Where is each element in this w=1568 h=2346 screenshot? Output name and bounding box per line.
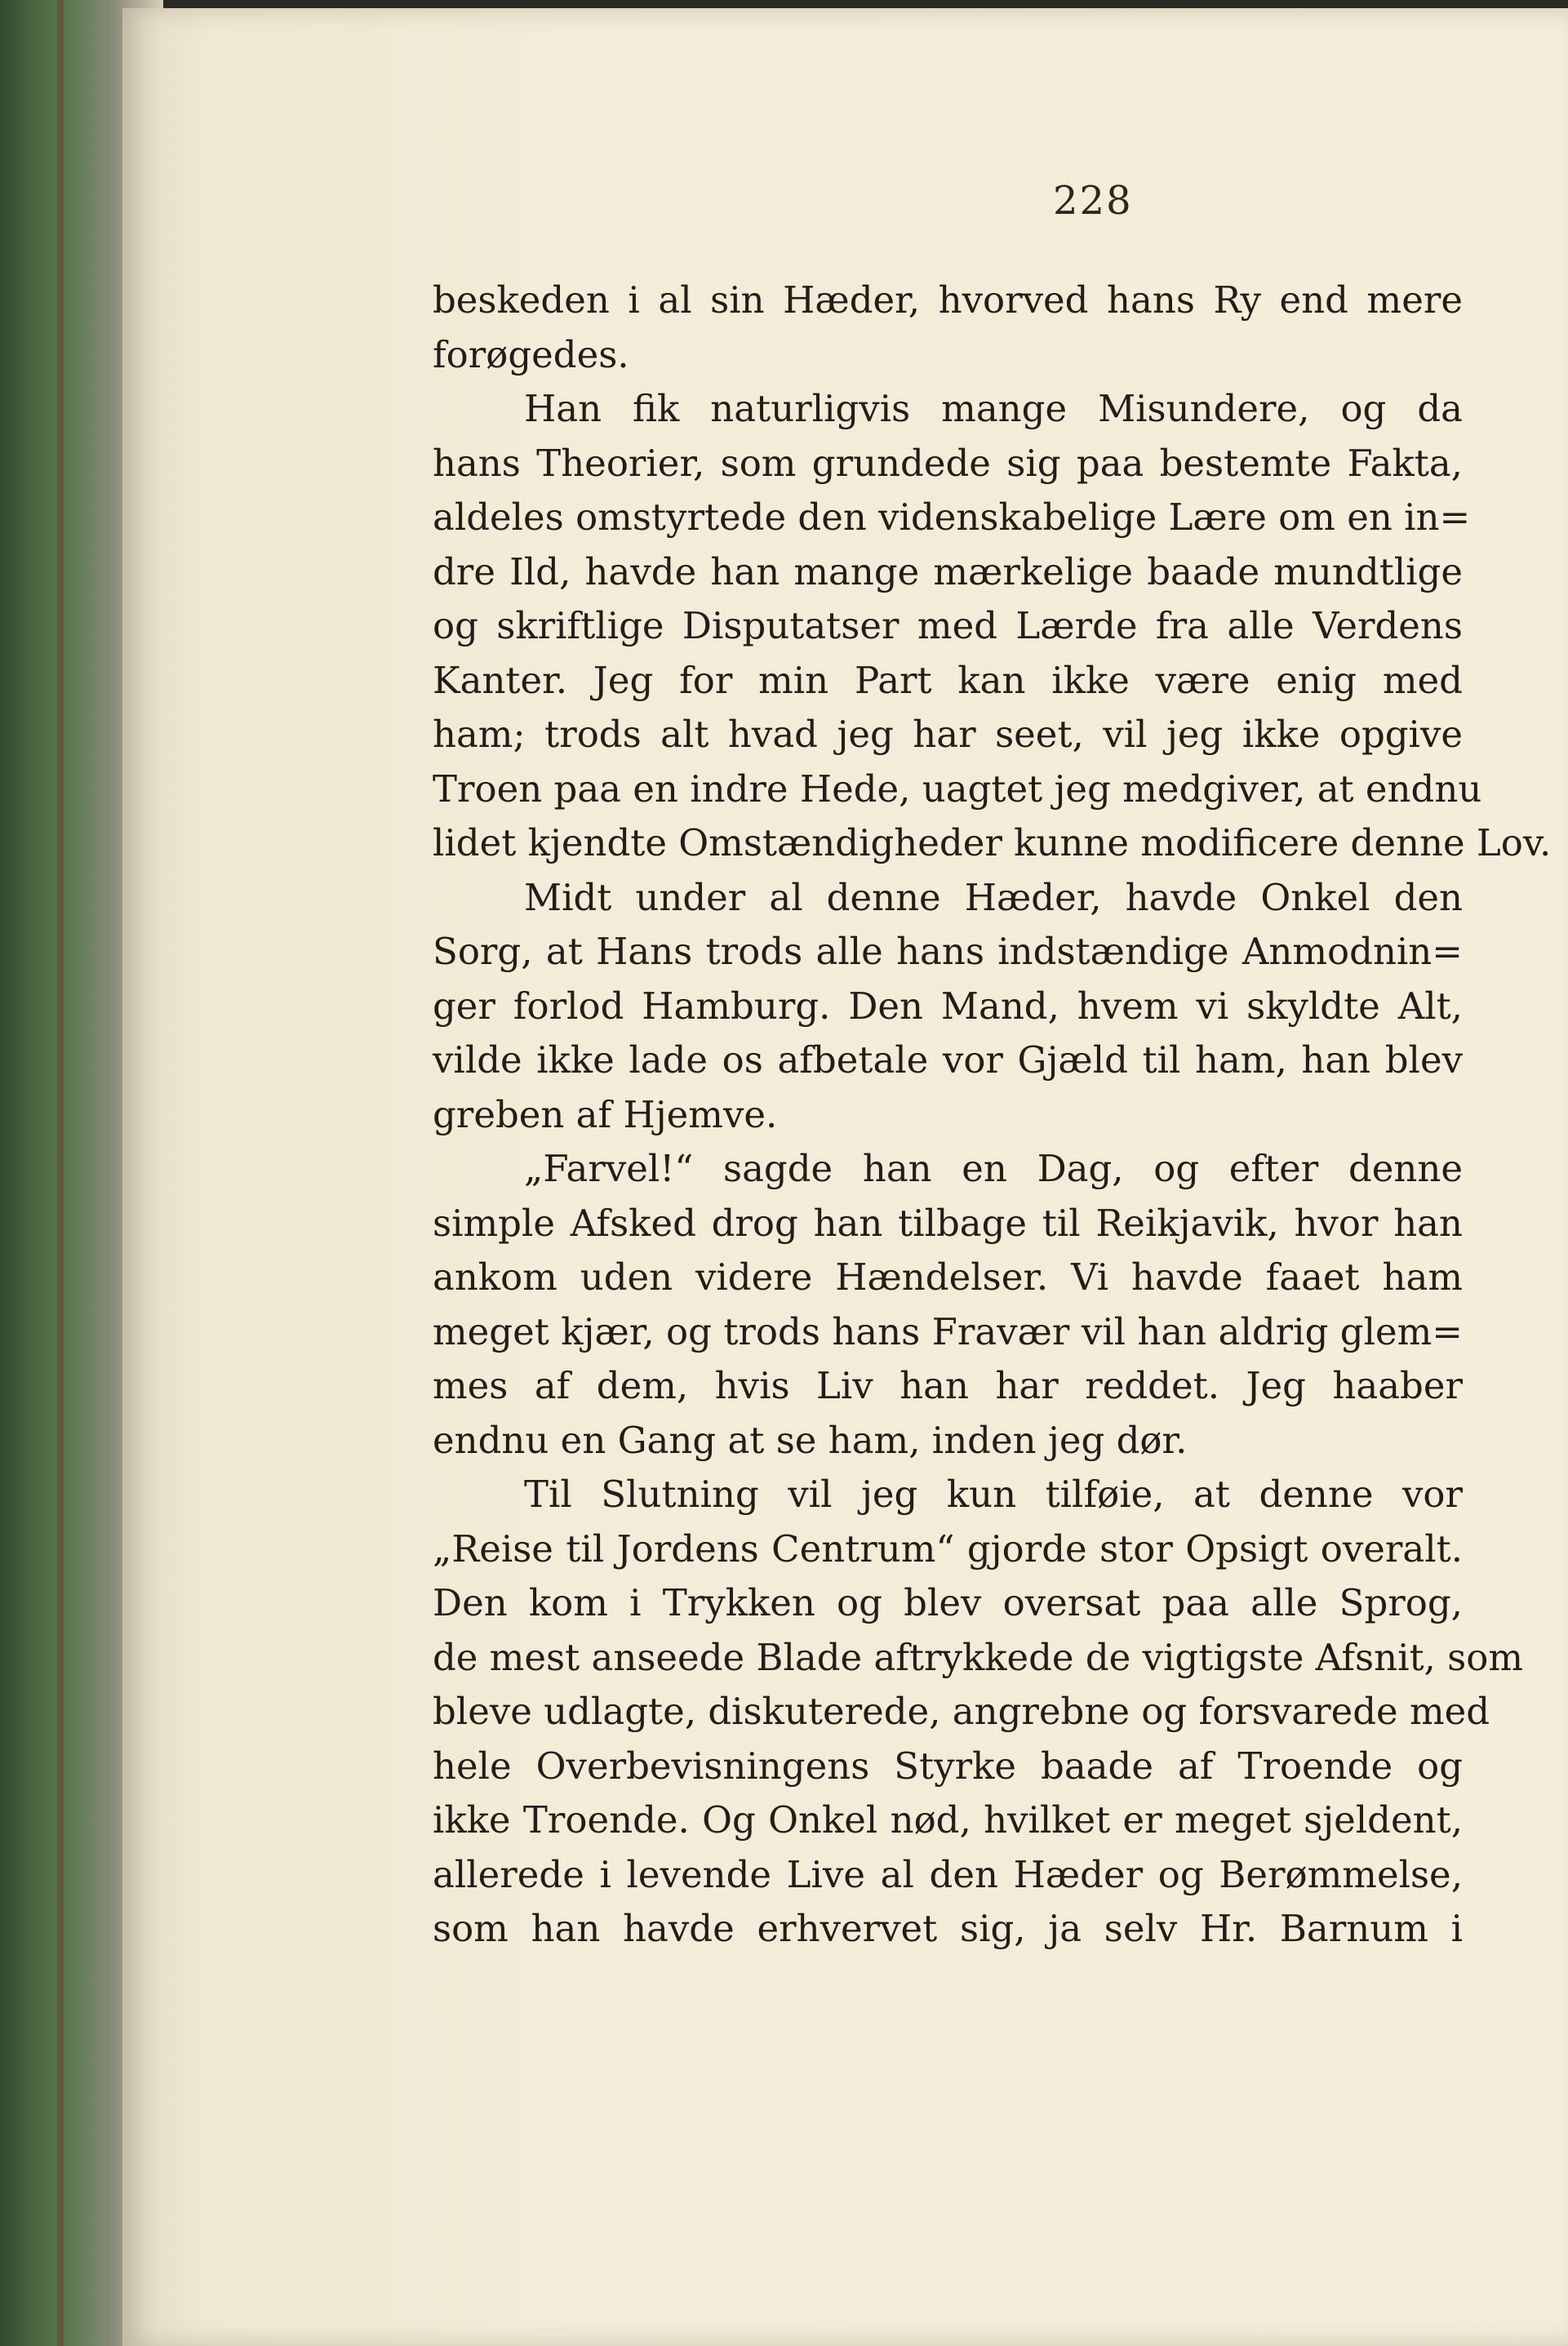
text-line: Til Slutning vil jeg kun tilføie, at denne vor bbox=[524, 1473, 1463, 1516]
text-line: som han havde erhvervet sig, ja selv Hr. Barnum i bbox=[433, 1907, 1463, 1950]
text-line: hans Theorier, som grundede sig paa bestemte Fakta, bbox=[433, 441, 1463, 485]
text-line: forøgedes. bbox=[433, 332, 629, 376]
text-line: Den kom i Trykken og blev oversat paa alle Sprog, bbox=[433, 1581, 1463, 1624]
text-line: og skriftlige Disputatser med Lærde fra alle Verdens bbox=[433, 604, 1463, 647]
text-line: simple Afsked drog han tilbage til Reikjavik, hvor han bbox=[433, 1201, 1463, 1245]
text-line: vilde ikke lade os afbetale vor Gjæld til ham, han blev bbox=[433, 1038, 1463, 1082]
text-line: dre Ild, havde han mange mærkelige baade mundtlige bbox=[433, 549, 1463, 593]
text-line: Kanter. Jeg for min Part kan ikke være enig med bbox=[433, 658, 1463, 702]
text-line: ham; trods alt hvad jeg har seet, vil jeg ikke opgive bbox=[433, 713, 1463, 756]
text-line: aldeles omstyrtede den videnskabelige Lære om en in= bbox=[433, 495, 1471, 539]
text-line: allerede i levende Live al den Hæder og Berømmelse, bbox=[433, 1852, 1463, 1896]
page-number: 228 bbox=[1053, 178, 1133, 224]
text-line: ger forlod Hamburg. Den Mand, hvem vi skyldte Alt, bbox=[433, 984, 1463, 1028]
text-line: beskeden i al sin Hæder, hvorved hans Ry end mere bbox=[433, 278, 1463, 322]
text-line: mes af dem, hvis Liv han har reddet. Jeg haaber bbox=[433, 1364, 1463, 1407]
text-line: Han fik naturligvis mange Misundere, og da bbox=[524, 387, 1463, 430]
text-line: de mest anseede Blade aftrykkede de vigtigste Afsnit, som bbox=[433, 1635, 1524, 1679]
text-line: meget kjær, og trods hans Fravær vil han aldrig glem= bbox=[433, 1309, 1463, 1353]
text-line: endnu en Gang at se ham, inden jeg dør. bbox=[433, 1418, 1188, 1462]
text-line: „Farvel!“ sagde han en Dag, og efter denne bbox=[524, 1147, 1463, 1190]
text-line: bleve udlagte, diskuterede, angrebne og forsvarede med bbox=[433, 1690, 1490, 1733]
text-line: hele Overbevisningens Styrke baade af Troende og bbox=[433, 1744, 1463, 1788]
text-line: „Reise til Jordens Centrum“ gjorde stor Opsigt overalt. bbox=[433, 1526, 1463, 1571]
text-line: lidet kjendte Omstændigheder kunne modificere denne Lov. bbox=[433, 821, 1552, 864]
text-line: Troen paa en indre Hede, uagtet jeg medgiver, at endnu bbox=[433, 766, 1482, 811]
page-text-block bbox=[433, 273, 1552, 1957]
text-line: greben af Hjemve. bbox=[433, 1092, 778, 1136]
text-line: ankom uden videre Hændelser. Vi havde faaet ham bbox=[433, 1255, 1463, 1299]
text-line: Sorg, at Hans trods alle hans indstændige Anmodnin= bbox=[433, 930, 1463, 973]
text-line: Midt under al denne Hæder, havde Onkel den bbox=[524, 875, 1463, 919]
text-line: ikke Troende. Og Onkel nød, hvilket er meget sjeldent, bbox=[433, 1798, 1463, 1842]
